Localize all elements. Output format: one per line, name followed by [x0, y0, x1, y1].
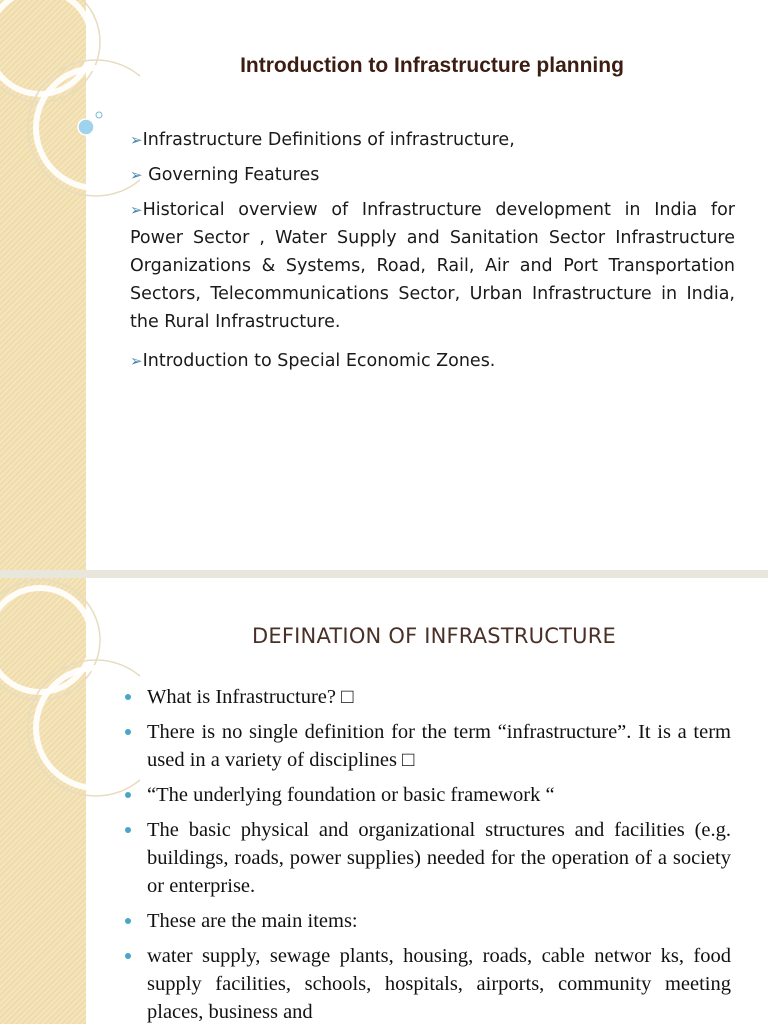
bullet-sez: ➢Introduction to Special Economic Zones. — [130, 351, 496, 371]
bullet-dot-icon — [125, 694, 131, 700]
arrow-bullet-icon: ➢ — [130, 201, 143, 219]
bullet-historical-overview: ➢Historical overview of Infrastructure development in India for Power Sector , Water Supply and Sanitation Sector Infrastructure Organizations & Systems, Road, Rail, Air and Port Transportation Sectors, Telecommunications Sector, Urban Infrastructure in India, the Rural Infrastructure. — [130, 200, 735, 332]
bullet-main-items: These are the main items: — [147, 907, 731, 935]
slide-separator — [0, 570, 768, 578]
bullet-dot-icon — [125, 792, 131, 798]
arrow-bullet-icon: ➢ — [130, 166, 143, 184]
bullet-basic-structures: The basic physical and organizational structures and facilities (e.g. buildings, roads, power supplies) needed for the operation of a society or enterprise. — [147, 816, 731, 900]
slide-title: DEFINATION OF INFRASTRUCTURE — [252, 624, 616, 648]
bullet-what-is: What is Infrastructure? □ — [147, 683, 731, 711]
bullet-definitions: ➢Infrastructure Definitions of infrastructure, — [130, 130, 515, 150]
arrow-bullet-icon: ➢ — [130, 352, 143, 370]
bullet-items-list: water supply, sewage plants, housing, roads, cable networ ks, food supply facilities, schools, hospitals, airports, community meeting places, business and — [147, 942, 731, 1024]
bullet-governing-features: ➢ Governing Features — [130, 165, 320, 185]
bullet-dot-icon — [125, 827, 131, 833]
bullet-no-single-definition: There is no single definition for the term “infrastructure”. It is a term used in a variety of disciplines □ — [147, 718, 731, 774]
bullet-dot-icon — [125, 953, 131, 959]
slide-title: Introduction to Infrastructure planning — [240, 54, 624, 77]
bullet-underlying-foundation: “The underlying foundation or basic framework “ — [147, 781, 731, 809]
arrow-bullet-icon: ➢ — [130, 131, 143, 149]
slide-2 — [0, 578, 768, 1024]
decorative-circles — [0, 0, 140, 570]
bullet-dot-icon — [125, 729, 131, 735]
bullet-dot-icon — [125, 918, 131, 924]
